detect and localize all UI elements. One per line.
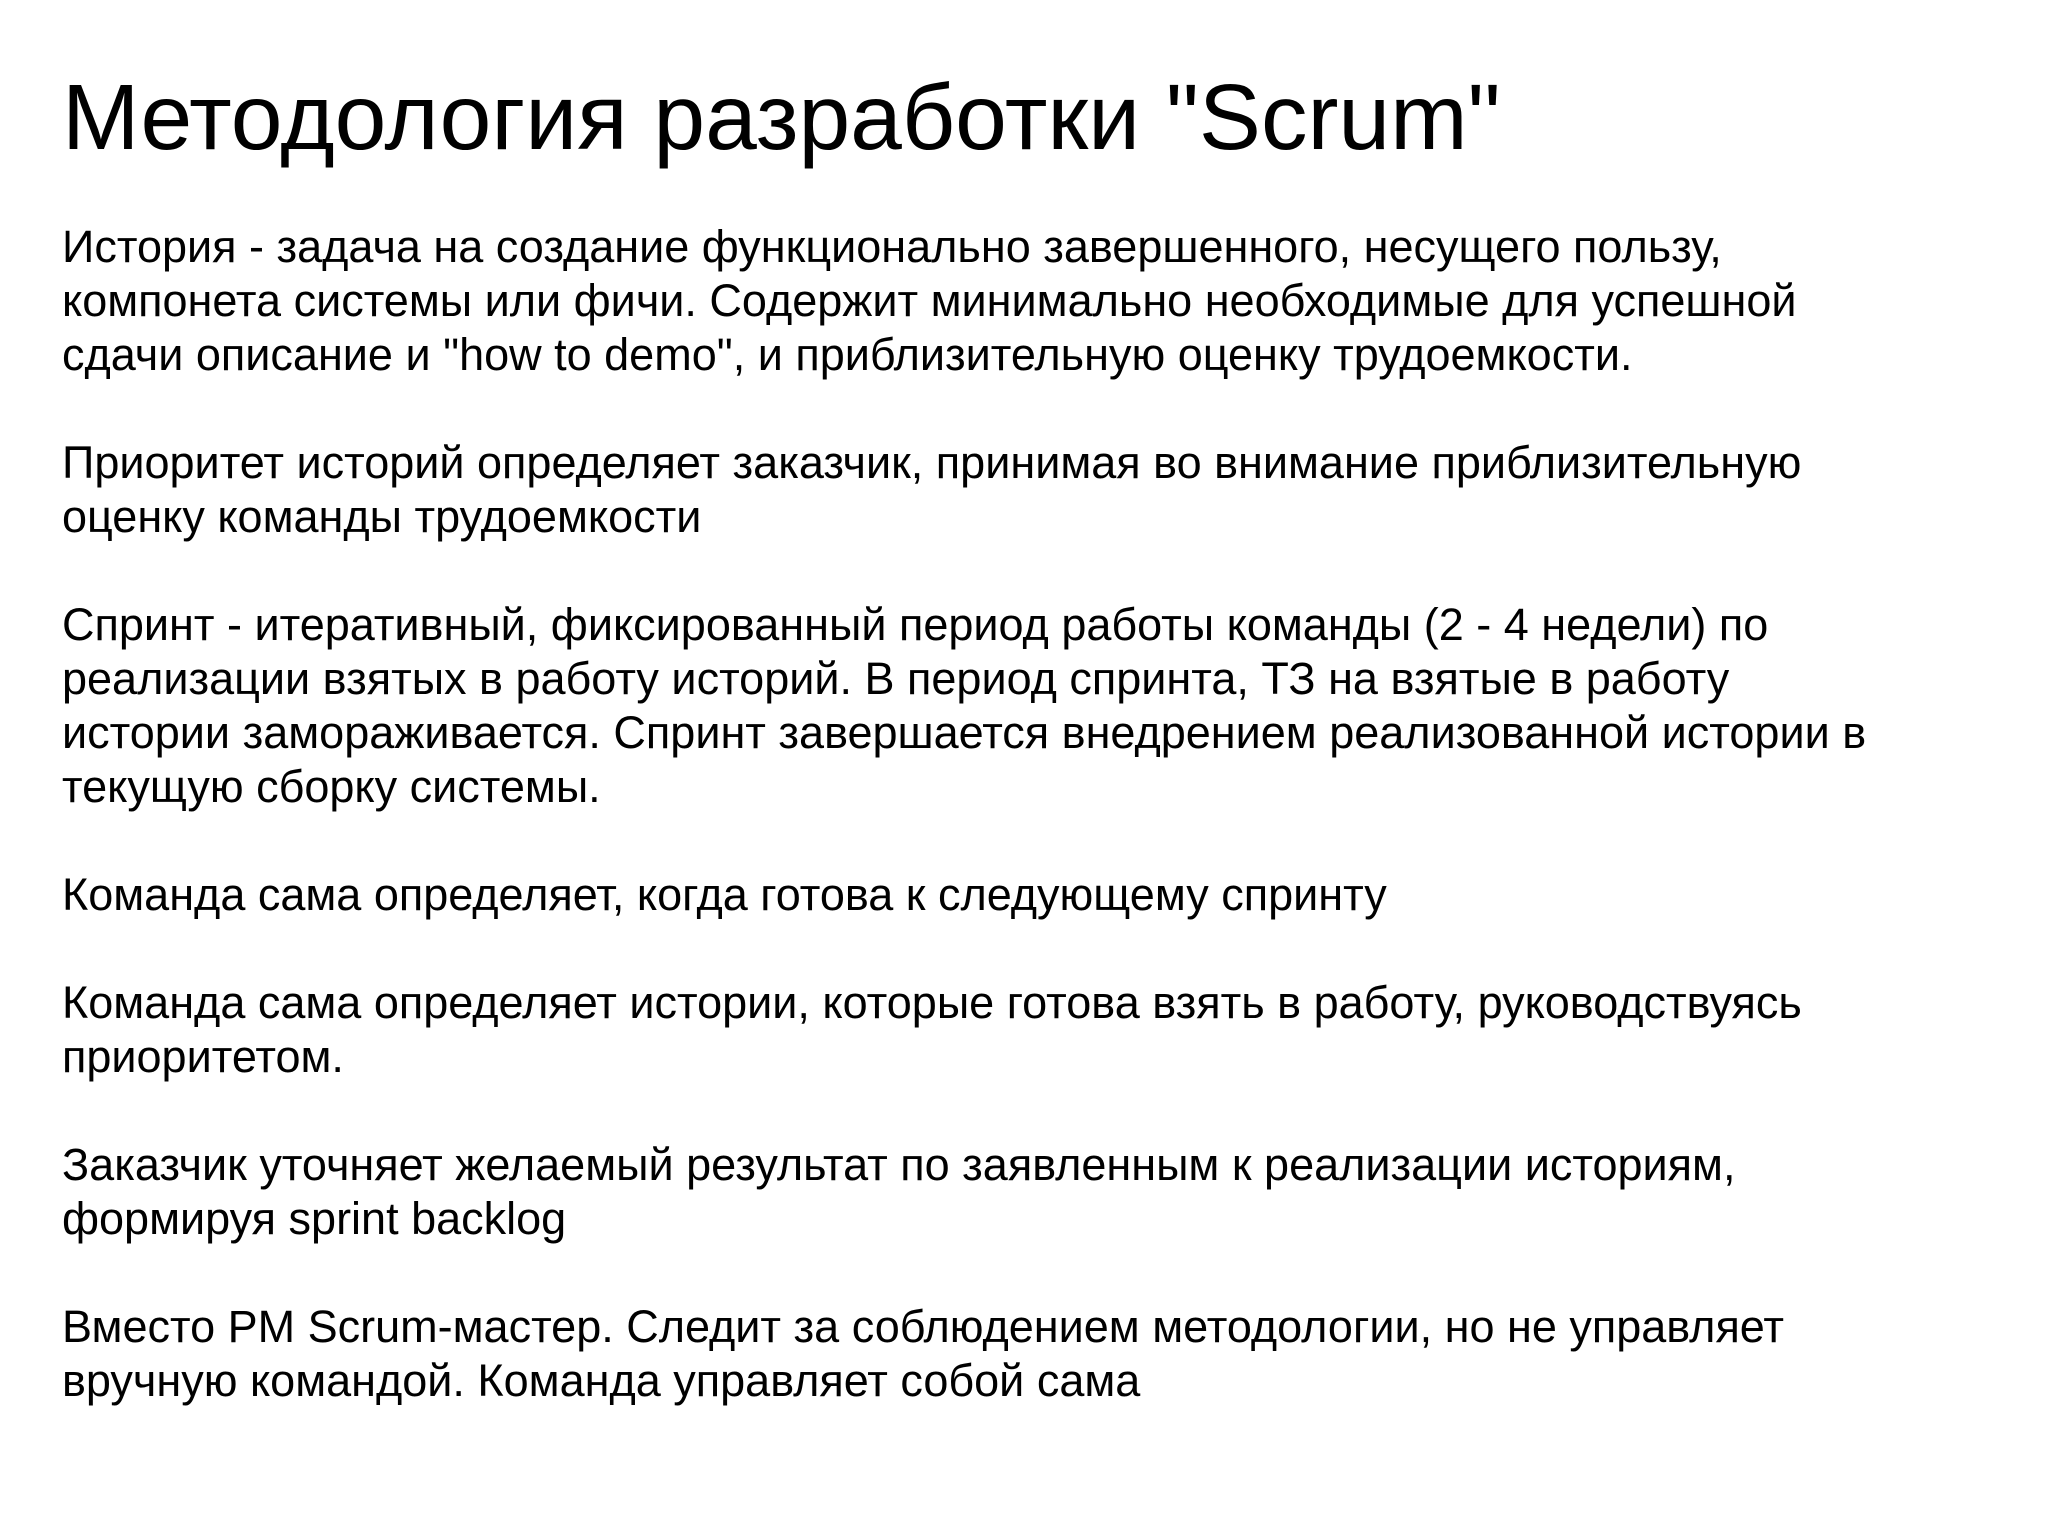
text-line: сдачи описание и "how to demo", и приблизительную оценку трудоемкости. (62, 329, 1633, 380)
text-line: текущую сборку системы. (62, 761, 601, 812)
text-line: Спринт - итеративный, фиксированный период работы команды (2 - 4 недели) по (62, 599, 1769, 650)
paragraph-customer (62, 1138, 2022, 1246)
paragraph-scrum-master (62, 1300, 2022, 1408)
slide-body (62, 220, 2022, 1462)
text-line: История - задача на создание функционально завершенного, несущего пользу, (62, 221, 1722, 272)
paragraph-priority (62, 436, 2022, 544)
text-line: компонета системы или фичи. Содержит минимально необходимые для успешной (62, 275, 1797, 326)
text-line: Команда сама определяет, когда готова к следующему спринту (62, 869, 1387, 920)
text-line: Вместо PM Scrum-мастер. Следит за соблюдением методологии, но не управляет (62, 1301, 1784, 1352)
text-line: Команда сама определяет истории, которые готова взять в работу, руководствуясь (62, 977, 1802, 1028)
text-line: приоритетом. (62, 1031, 344, 1082)
text-line: Заказчик уточняет желаемый результат по заявленным к реализации историям, (62, 1139, 1736, 1190)
text-line: оценку команды трудоемкости (62, 491, 702, 542)
text-line: истории замораживается. Спринт завершается внедрением реализованной истории в (62, 707, 1867, 758)
slide-title: Методология разработки "Scrum" (62, 65, 1501, 169)
text-line: реализации взятых в работу историй. В период спринта, ТЗ на взятые в работу (62, 653, 1730, 704)
paragraph-story (62, 220, 2022, 382)
paragraph-sprint (62, 598, 2022, 814)
paragraph-team-readiness (62, 868, 2022, 922)
paragraph-team-selection (62, 976, 2022, 1084)
text-line: формируя sprint backlog (62, 1193, 567, 1244)
text-line: Приоритет историй определяет заказчик, принимая во внимание приблизительную (62, 437, 1802, 488)
text-line: вручную командой. Команда управляет собой сама (62, 1355, 1141, 1406)
